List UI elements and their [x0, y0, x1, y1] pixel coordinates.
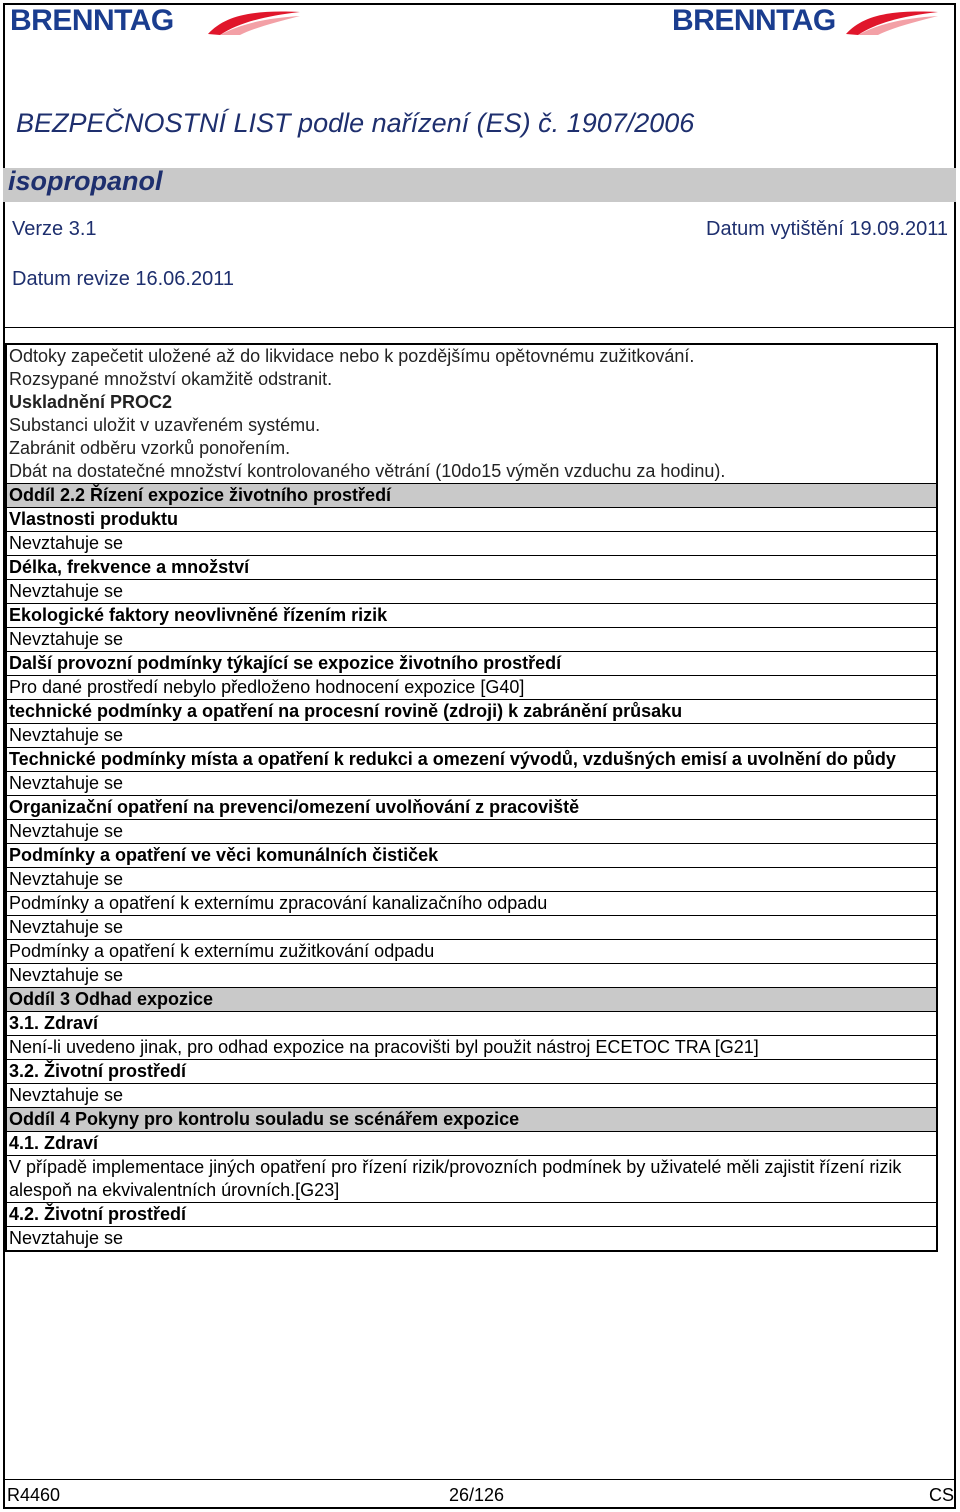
- text-line: Uskladnění PROC2: [9, 392, 173, 412]
- value-line: Podmínky a opatření k externímu zpracování kanalizačního odpadu: [7, 891, 936, 915]
- value-line: Není-li uvedeno jinak, pro odhad expozice na pracovišti byl použit nástroj ECETOC TRA [G21]: [7, 1035, 936, 1059]
- logo-wordmark: BRENNTAG: [10, 4, 174, 37]
- page-footer: [3, 1479, 956, 1510]
- section-heading: Oddíl 2.2 Řízení expozice životního prostředí: [7, 483, 936, 507]
- section-heading: Oddíl 3 Odhad expozice: [7, 987, 936, 1011]
- value-line: Nevztahuje se: [7, 867, 936, 891]
- brenntag-logo-left: [10, 2, 310, 46]
- revision-date: Datum revize 16.06.2011: [12, 268, 234, 290]
- value-line: Pro dané prostředí nebylo předloženo hodnocení expozice [G40]: [7, 675, 936, 699]
- subsection-heading: Vlastnosti produktu: [7, 507, 936, 531]
- subsection-heading: Podmínky a opatření ve věci komunálních čističek: [7, 843, 936, 867]
- logo-wordmark: BRENNTAG: [672, 4, 836, 37]
- value-line: Nevztahuje se: [7, 531, 936, 555]
- subsection-heading: 4.1. Zdraví: [7, 1131, 936, 1155]
- subsection-heading: 4.2. Životní prostředí: [7, 1202, 936, 1226]
- logo-swoosh-icon: [206, 8, 302, 36]
- subsection-heading: technické podmínky a opatření na procesní rovině (zdroji) k zabránění průsaku: [7, 699, 936, 723]
- logo-swoosh-icon: [844, 8, 940, 36]
- subsection-heading: Technické podmínky místa a opatření k redukci a omezení vývodů, vzdušných emisí a uvolnění do půdy: [7, 747, 936, 771]
- value-line: Nevztahuje se: [7, 1226, 936, 1250]
- language-code: CS: [928, 1485, 954, 1505]
- value-line: Nevztahuje se: [7, 723, 936, 747]
- text-line: Odtoky zapečetit uložené až do likvidace nebo k pozdějšímu opětovnému zužitkování.: [9, 346, 695, 366]
- subsection-heading: Další provozní podmínky týkající se expozice životního prostředí: [7, 651, 936, 675]
- value-line: Nevztahuje se: [7, 771, 936, 795]
- value-line: Nevztahuje se: [7, 1083, 936, 1107]
- subsection-heading: Organizační opatření na prevenci/omezení uvolňování z pracoviště: [7, 795, 936, 819]
- subsection-heading: 3.2. Životní prostředí: [7, 1059, 936, 1083]
- text-line: Dbát na dostatečné množství kontrolovaného větrání (10do15 výměn vzduchu za hodinu).: [9, 461, 726, 481]
- page-number: 26/126: [449, 1485, 505, 1505]
- print-date: Datum vytištění 19.09.2011: [706, 218, 948, 240]
- document-title: BEZPEČNOSTNÍ LIST podle nařízení (ES) č. 1907/2006: [16, 108, 695, 138]
- value-line: Podmínky a opatření k externímu zužitkování odpadu: [7, 939, 936, 963]
- value-line: Nevztahuje se: [7, 963, 936, 987]
- value-line: Nevztahuje se: [7, 579, 936, 603]
- value-line: V případě implementace jiných opatření pro řízení rizik/provozních podmínek by uživatelé měli zajistit řízení rizik alespoň na ekvivalentních úrovních.[G23]: [7, 1155, 936, 1202]
- subsection-heading: 3.1. Zdraví: [7, 1011, 936, 1035]
- text-line: Zabránit odběru vzorků ponořením.: [9, 438, 291, 458]
- text-line: Rozsypané množství okamžitě odstranit.: [9, 369, 333, 389]
- brenntag-logo-right: [672, 2, 952, 46]
- value-line: Nevztahuje se: [7, 627, 936, 651]
- subsection-heading: Ekologické faktory neovlivněné řízením rizik: [7, 603, 936, 627]
- version-label: Verze 3.1: [12, 218, 97, 240]
- content-table: [5, 343, 938, 1252]
- section-heading: Oddíl 4 Pokyny pro kontrolu souladu se scénářem expozice: [7, 1107, 936, 1131]
- document-code: R4460: [7, 1485, 61, 1505]
- subsection-heading: Délka, frekvence a množství: [7, 555, 936, 579]
- value-line: Nevztahuje se: [7, 915, 936, 939]
- header-divider: [3, 327, 956, 328]
- product-name: isopropanol: [8, 166, 163, 196]
- value-line: Nevztahuje se: [7, 819, 936, 843]
- text-line: Substanci uložit v uzavřeném systému.: [9, 415, 321, 435]
